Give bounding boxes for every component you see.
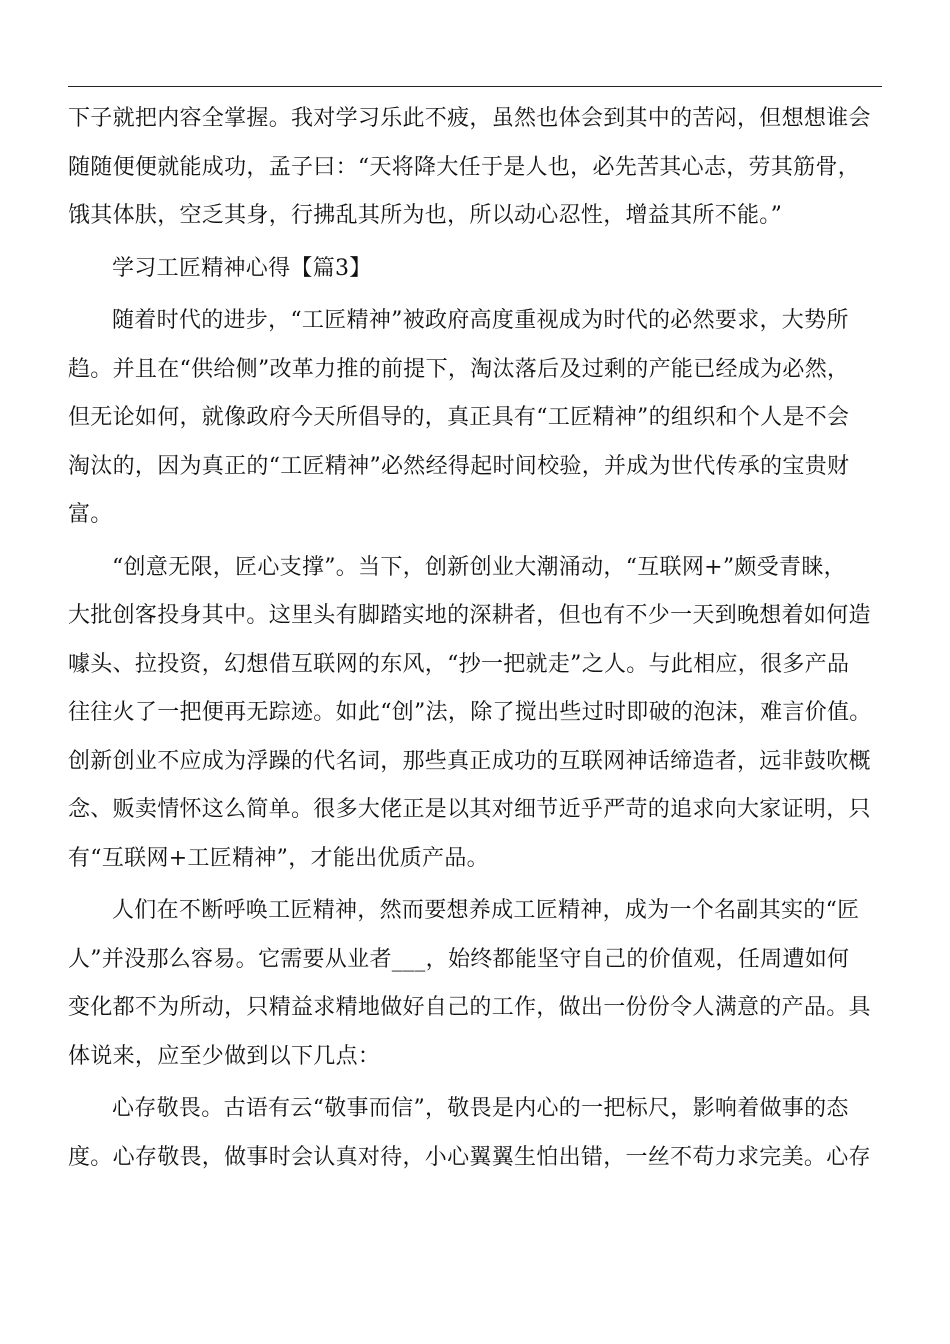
paragraph: [68, 1085, 888, 1182]
text-line: 随随便便就能成功，孟子曰：“天将降大任于是人也，必先苦其心志，劳其筋骨，: [68, 154, 861, 180]
header-rule: [68, 86, 882, 87]
document-body: [68, 95, 888, 1182]
text-line: 有“互联网+工匠精神”，才能出优质产品。: [68, 845, 489, 871]
text-line: 人”并没那么容易。它需要从业者___，始终都能坚守自己的价值观，任周遭如何: [68, 946, 850, 972]
text-line: 变化都不为所动，只精益求精地做好自己的工作，做出一份份令人满意的产品。具: [68, 995, 871, 1020]
text-line: 大批创客投身其中。这里头有脚踏实地的深耕者，但也有不少一天到晚想着如何造: [68, 603, 871, 628]
paragraph: [68, 887, 888, 1081]
text-line: 往往火了一把便再无踪迹。如此“创”法，除了搅出些过时即破的泡沫，难言价值。: [68, 700, 872, 725]
text-line: 下子就把内容全掌握。我对学习乐此不疲，虽然也体会到其中的苦闷，但想想谁会: [68, 106, 871, 131]
text-line: 淘汰的，因为真正的“工匠精神”必然经得起时间校验，并成为世代传承的宝贵财: [68, 453, 850, 479]
paragraph: [68, 95, 888, 241]
section-heading: [68, 245, 888, 294]
text-line: 体说来，应至少做到以下几点：: [68, 1043, 381, 1069]
text-line: 度。心存敬畏，做事时会认真对待，小心翼翼生怕出错，一丝不苟力求完美。心存: [68, 1144, 871, 1170]
text-line: 人们在不断呼唤工匠精神，然而要想养成工匠精神，成为一个名副其实的“匠: [112, 898, 860, 923]
text-line: 随着时代的进步，“工匠精神”被政府高度重视成为时代的必然要求，大势所: [112, 308, 849, 333]
text-line: 噱头、拉投资，幻想借互联网的东风，“抄一把就走”之人。与此相应，很多产品: [68, 651, 850, 677]
text-line: 趋。并且在“供给侧”改革力推的前提下，淘汰落后及过剩的产能已经成为必然，: [68, 356, 850, 382]
text-line: “创意无限，匠心支撑”。当下，创新创业大潮涌动，“互联网+”颇受青睐，: [112, 554, 846, 580]
section-heading-text: 学习工匠精神心得【篇3】: [112, 255, 372, 281]
paragraph: [68, 297, 888, 540]
text-line: 但无论如何，就像政府今天所倡导的，真正具有“工匠精神”的组织和个人是不会: [68, 405, 850, 430]
text-line: 饿其体肤，空乏其身，行拂乱其所为也，所以动心忍性，增益其所不能。”: [68, 203, 783, 228]
text-line: 念、贩卖情怀这么简单。很多大佬正是以其对细节近乎严苛的追求向大家证明，只: [68, 797, 871, 822]
text-line: 心存敬畏。古语有云“敬事而信”，敬畏是内心的一把标尺，影响着做事的态: [112, 1096, 849, 1121]
text-line: 富。: [68, 502, 113, 527]
text-line: 创新创业不应成为浮躁的代名词，那些真正成功的互联网神话缔造者，远非鼓吹概: [68, 748, 871, 774]
paragraph: [68, 544, 888, 884]
